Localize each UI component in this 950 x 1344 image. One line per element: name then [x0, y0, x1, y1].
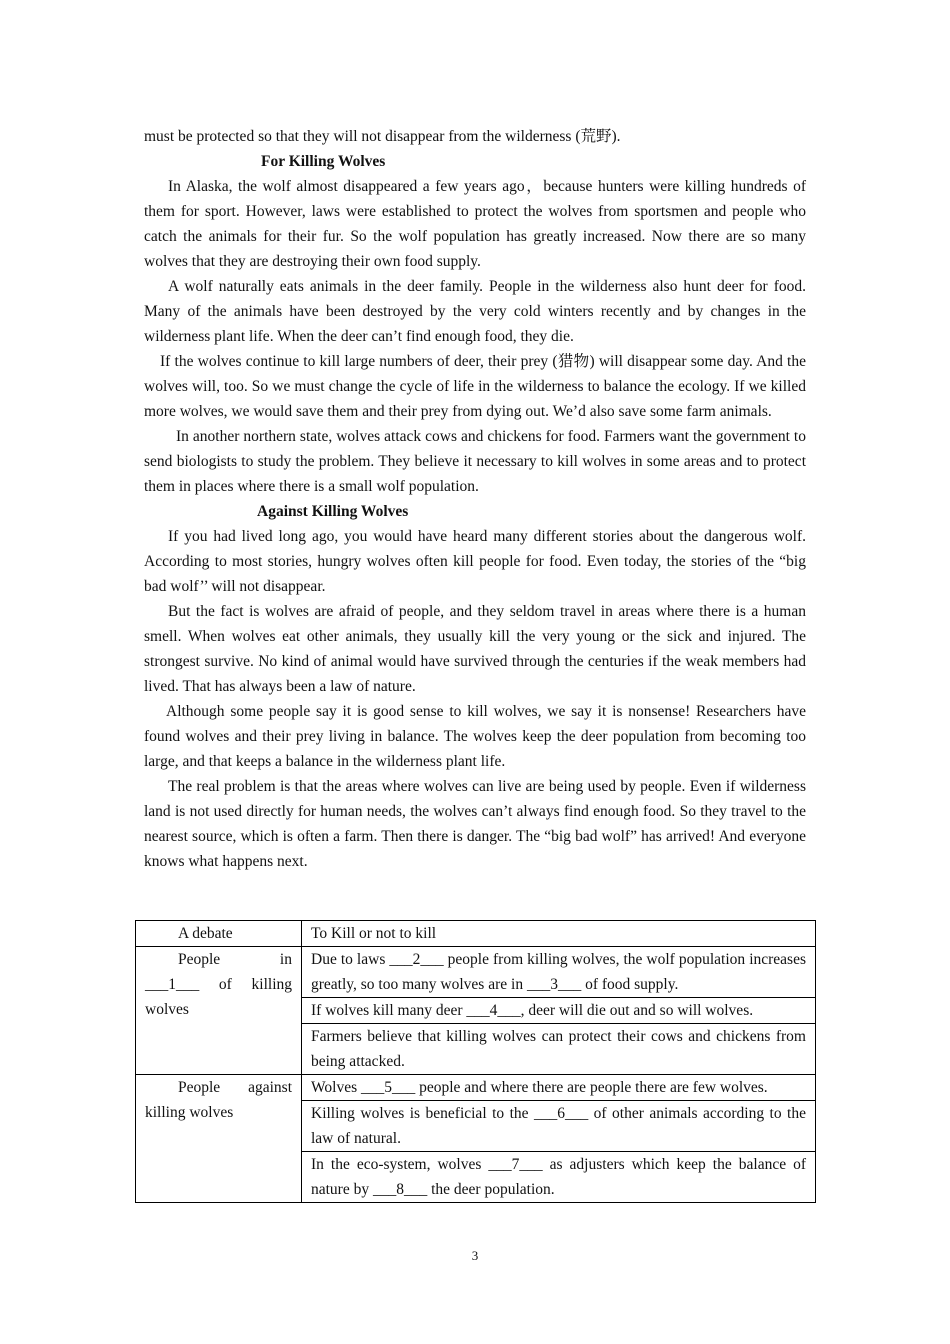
- page-number: 3: [471, 1248, 479, 1263]
- against-paragraph-4: The real problem is that the areas where wolves can live are being used by people. Even if wilderness land is not used directly for human needs, the wolves can’t always find enough food. So they travel to the nearest source, which is often a farm. Then there is danger. The “big bad wolf” has arrived! And everyone knows what happens next.: [144, 778, 806, 870]
- table-cell-farmers: Farmers believe that killing wolves can protect their cows and chickens from being attacked.: [302, 1024, 816, 1075]
- table-cell-blank-7-8: In the eco-system, wolves ___7___ as adjusters which keep the balance of nature by ___8___ the deer population.: [302, 1152, 816, 1203]
- for-paragraph-4: In another northern state, wolves attack cows and chickens for food. Farmers want the government to send biologists to study the problem. They believe it necessary to kill wolves in some areas and to protect them in places where there is a small wolf population.: [144, 428, 806, 495]
- against-paragraph-3: Although some people say it is good sense to kill wolves, we say it is nonsense! Researchers have found wolves and their prey living in balance. The wolves keep the deer population from becoming too large, and that keeps a balance in the wilderness plant life.: [144, 703, 806, 770]
- table-row: [136, 1075, 816, 1101]
- table-cell-blank-5: Wolves ___5___ people and where there are people there are few wolves.: [302, 1075, 816, 1101]
- table-header-cell: A debate: [136, 921, 302, 947]
- group-label-for: People in ___1___ of killing wolves: [145, 951, 292, 1018]
- debate-table: [135, 920, 816, 1203]
- table-cell-blank-6: Killing wolves is beneficial to the ___6___ of other animals according to the law of natural.: [302, 1101, 816, 1152]
- table-cell-blank-2-3: Due to laws ___2___ people from killing wolves, the wolf population increases greatly, so too many wolves are in ___3___ of food supply.: [302, 947, 816, 998]
- passage: [144, 124, 806, 874]
- group-label-against: People against killing wolves: [145, 1079, 292, 1121]
- for-paragraph-1: In Alaska, the wolf almost disappeared a few years ago，because hunters were killing hundreds of them for sport. However, laws were established to protect the wolves from sportsmen and people who catch the animals for their fur. So the wolf population has greatly increased. Now there are so many wolves that they are destroying their own food supply.: [144, 178, 806, 270]
- intro-tail-paragraph: must be protected so that they will not disappear from the wilderness (荒野).: [144, 128, 621, 145]
- for-paragraph-2: A wolf naturally eats animals in the deer family. People in the wilderness also hunt deer for food. Many of the animals have been destroyed by the very cold winters recently and by changes in the wilderness plant life. When the deer can’t find enough food, they die.: [144, 278, 806, 345]
- table-header-row: [136, 921, 816, 947]
- table-row: [136, 947, 816, 998]
- table-cell-blank-4: If wolves kill many deer ___4___, deer will die out and so will wolves.: [302, 998, 816, 1024]
- table-header-cell: To Kill or not to kill: [302, 921, 816, 947]
- against-paragraph-2: But the fact is wolves are afraid of people, and they seldom travel in areas where there is a human smell. When wolves eat other animals, they usually kill the very young or the sick and injured. The strongest survive. No kind of animal would have survived through the centuries if the weak members had lived. That has always been a law of nature.: [144, 603, 806, 695]
- group-label-cell-for: [136, 947, 302, 1075]
- group-label-cell-against: [136, 1075, 302, 1203]
- against-killing-heading: Against Killing Wolves: [257, 503, 409, 520]
- against-paragraph-1: If you had lived long ago, you would have heard many different stories about the dangerous wolf. According to most stories, hungry wolves often kill people for food. Even today, the stories of the “big bad wolf’’ will not disappear.: [144, 528, 806, 595]
- for-paragraph-3: If the wolves continue to kill large numbers of deer, their prey (猎物) will disappear some day. And the wolves will, too. So we must change the cycle of life in the wilderness to balance the ecology. If we killed more wolves, we would save them and their prey from dying out. We’d also save some farm animals.: [144, 353, 806, 420]
- for-killing-heading: For Killing Wolves: [261, 153, 386, 170]
